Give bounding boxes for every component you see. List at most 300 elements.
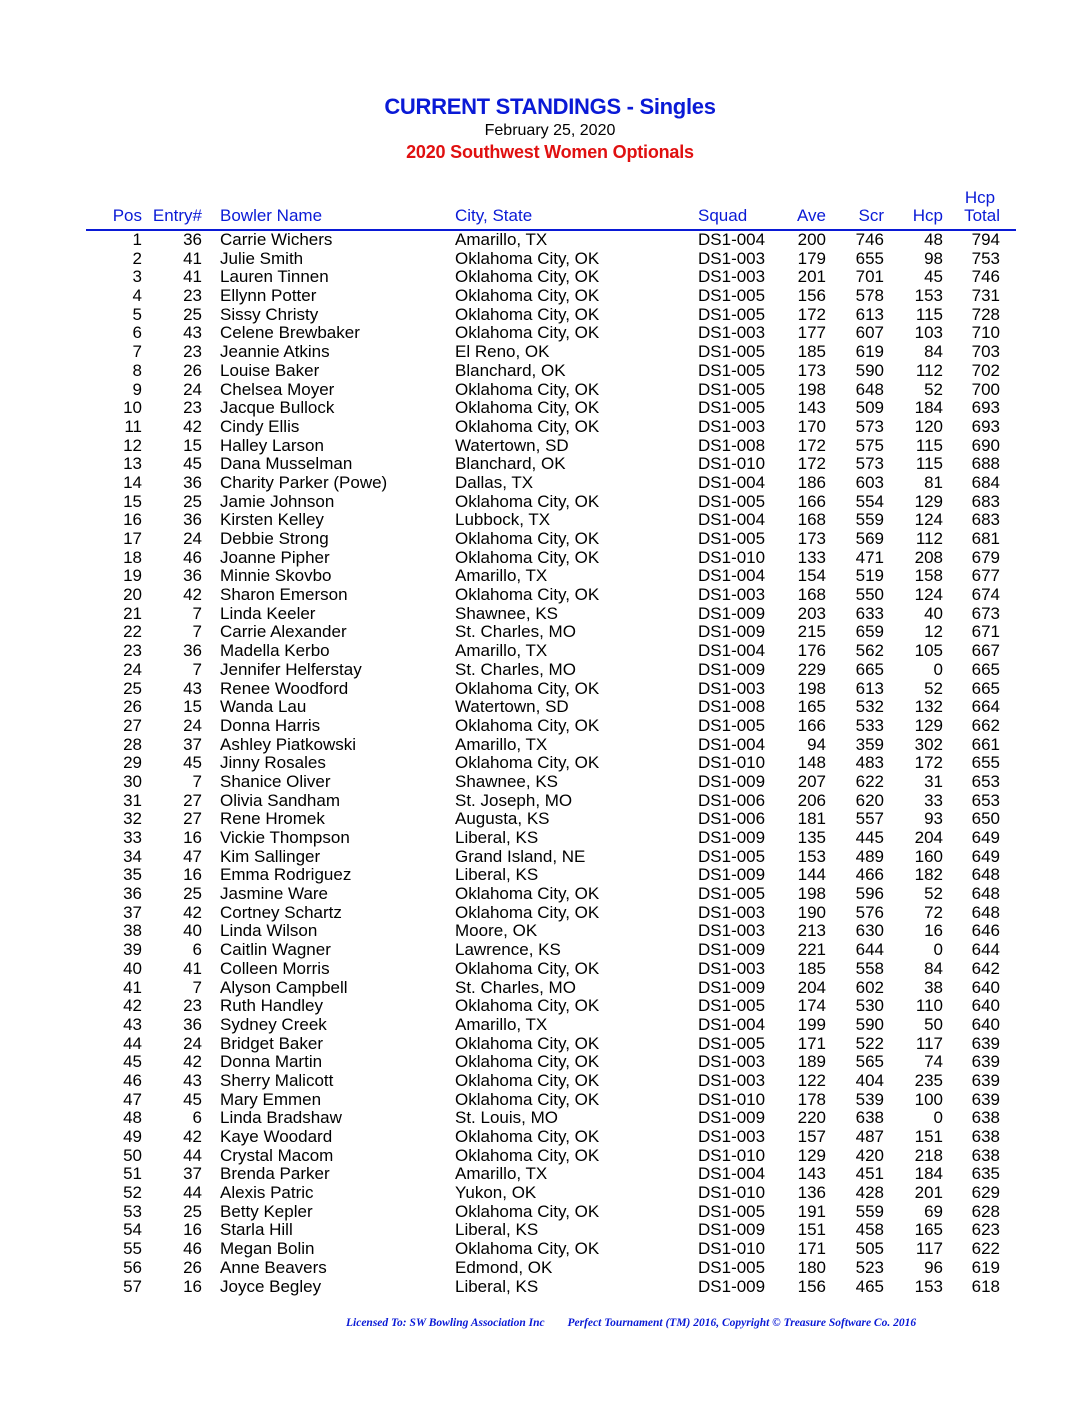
cell-entry: 23 — [183, 996, 202, 1016]
cell-hcp: 0 — [933, 659, 943, 679]
cell-ave: 199 — [797, 1014, 826, 1034]
cell-pos: 21 — [123, 603, 142, 623]
table-row — [0, 268, 1088, 287]
cell-name: Sissy Christy — [220, 304, 319, 324]
cell-ave: 178 — [797, 1089, 826, 1109]
cell-city: Lawrence, KS — [455, 940, 561, 960]
cell-pos: 40 — [123, 958, 142, 978]
cell-squad: DS1-005 — [698, 1257, 766, 1277]
table-row — [0, 567, 1088, 586]
cell-total: 653 — [971, 771, 1000, 791]
cell-ave: 153 — [797, 846, 826, 866]
cell-name: Sherry Malicott — [220, 1070, 334, 1090]
cell-total: 662 — [971, 715, 1000, 735]
cell-entry: 6 — [192, 940, 202, 960]
cell-pos: 38 — [123, 921, 142, 941]
table-row — [0, 1147, 1088, 1166]
cell-entry: 43 — [183, 678, 202, 698]
cell-ave: 143 — [797, 398, 826, 418]
cell-name: Linda Keeler — [220, 603, 316, 623]
cell-ave: 136 — [797, 1183, 826, 1203]
cell-squad: DS1-009 — [698, 659, 766, 679]
cell-pos: 32 — [123, 809, 142, 829]
cell-entry: 43 — [183, 1070, 202, 1090]
cell-scr: 420 — [855, 1145, 884, 1165]
cell-hcp: 124 — [914, 585, 943, 605]
cell-city: Oklahoma City, OK — [455, 491, 600, 511]
cell-pos: 27 — [123, 715, 142, 735]
cell-city: Oklahoma City, OK — [455, 585, 600, 605]
cell-pos: 8 — [132, 360, 142, 380]
cell-pos: 4 — [132, 286, 142, 306]
cell-name: Cindy Ellis — [220, 416, 300, 436]
cell-ave: 168 — [797, 510, 826, 530]
cell-squad: DS1-005 — [698, 846, 766, 866]
cell-name: Cortney Schartz — [220, 902, 342, 922]
cell-entry: 41 — [183, 958, 202, 978]
cell-city: Augusta, KS — [455, 809, 550, 829]
cell-entry: 15 — [183, 697, 202, 717]
cell-name: Carrie Wichers — [220, 230, 333, 249]
cell-hcp: 112 — [915, 360, 943, 380]
cell-name: Jeannie Atkins — [220, 342, 330, 362]
cell-hcp: 124 — [914, 510, 943, 530]
table-row — [0, 904, 1088, 923]
cell-ave: 177 — [797, 323, 826, 343]
cell-name: Donna Martin — [220, 1052, 323, 1072]
cell-name: Colleen Morris — [220, 958, 330, 978]
table-row — [0, 754, 1088, 773]
cell-squad: DS1-009 — [698, 828, 766, 847]
cell-ave: 180 — [797, 1257, 826, 1277]
cell-entry: 27 — [183, 809, 202, 829]
cell-name: Donna Harris — [220, 715, 321, 735]
cell-name: Mary Emmen — [220, 1089, 322, 1109]
cell-squad: DS1-008 — [698, 697, 766, 717]
cell-entry: 45 — [183, 753, 202, 773]
column-header-ave: Ave — [797, 206, 826, 225]
cell-entry: 36 — [183, 472, 202, 492]
footer-license: Licensed To: SW Bowling Association Inc — [346, 1317, 545, 1329]
column-header-hcp: Hcp — [912, 206, 943, 225]
cell-name: Minnie Skovbo — [220, 566, 332, 586]
cell-ave: 172 — [797, 454, 826, 474]
table-row — [0, 1016, 1088, 1035]
cell-scr: 559 — [855, 510, 884, 530]
cell-name: Betty Kepler — [220, 1201, 313, 1221]
cell-entry: 40 — [183, 921, 202, 941]
cell-pos: 46 — [123, 1070, 142, 1090]
cell-scr: 638 — [855, 1108, 884, 1128]
cell-entry: 27 — [183, 790, 202, 810]
cell-pos: 20 — [123, 585, 142, 605]
cell-city: St. Charles, MO — [455, 622, 576, 642]
cell-pos: 53 — [123, 1201, 142, 1221]
table-row — [0, 623, 1088, 642]
cell-city: Watertown, SD — [455, 435, 569, 455]
cell-squad: DS1-003 — [698, 416, 766, 436]
cell-pos: 17 — [123, 529, 142, 548]
cell-total: 649 — [971, 828, 1000, 847]
cell-entry: 46 — [183, 547, 202, 567]
cell-squad: DS1-010 — [698, 547, 766, 567]
table-row — [0, 848, 1088, 867]
cell-scr: 539 — [855, 1089, 884, 1109]
cell-city: Oklahoma City, OK — [455, 248, 600, 268]
cell-total: 794 — [971, 230, 1000, 249]
cell-ave: 122 — [797, 1070, 826, 1090]
table-row — [0, 979, 1088, 998]
cell-total: 677 — [971, 566, 1000, 586]
column-header-total: Total — [964, 206, 1000, 225]
cell-squad: DS1-006 — [698, 809, 766, 829]
cell-entry: 7 — [192, 622, 202, 642]
report-date: February 25, 2020 — [484, 122, 616, 139]
cell-entry: 24 — [183, 715, 202, 735]
cell-pos: 7 — [132, 342, 142, 362]
table-row — [0, 829, 1088, 848]
cell-scr: 445 — [855, 828, 884, 847]
table-row — [0, 586, 1088, 605]
cell-name: Julie Smith — [220, 248, 304, 268]
cell-name: Anne Beavers — [220, 1257, 327, 1277]
standings-table — [0, 231, 1088, 1296]
column-header-city: City, State — [455, 206, 533, 225]
cell-city: Oklahoma City, OK — [455, 286, 600, 306]
column-header-scr: Scr — [858, 206, 884, 225]
table-row — [0, 661, 1088, 680]
table-row — [0, 1035, 1088, 1054]
cell-name: Kirsten Kelley — [220, 510, 324, 530]
cell-city: Blanchard, OK — [455, 360, 566, 380]
cell-hcp: 117 — [915, 1033, 943, 1053]
cell-total: 683 — [971, 510, 1000, 530]
cell-squad: DS1-010 — [698, 1239, 766, 1259]
cell-hcp: 81 — [924, 472, 943, 492]
cell-pos: 39 — [123, 940, 142, 960]
table-row — [0, 736, 1088, 755]
cell-hcp: 50 — [924, 1014, 943, 1034]
cell-hcp: 184 — [914, 1164, 943, 1184]
cell-name: Joyce Begley — [220, 1276, 322, 1296]
cell-ave: 174 — [797, 996, 826, 1016]
table-row — [0, 792, 1088, 811]
cell-total: 622 — [971, 1239, 1000, 1259]
cell-total: 638 — [971, 1127, 1000, 1146]
cell-hcp: 208 — [914, 547, 943, 567]
cell-name: Madella Kerbo — [220, 641, 330, 661]
cell-hcp: 12 — [924, 622, 943, 642]
cell-entry: 41 — [183, 267, 202, 287]
cell-total: 644 — [971, 940, 1000, 960]
cell-city: Grand Island, NE — [455, 846, 586, 866]
cell-total: 710 — [971, 323, 1000, 343]
cell-hcp: 172 — [914, 753, 943, 773]
cell-scr: 603 — [855, 472, 884, 492]
cell-hcp: 129 — [914, 715, 943, 735]
cell-city: Shawnee, KS — [455, 603, 559, 623]
cell-hcp: 117 — [915, 1239, 943, 1259]
cell-pos: 16 — [123, 510, 142, 530]
cell-name: Vickie Thompson — [220, 828, 350, 847]
table-row — [0, 306, 1088, 325]
cell-name: Joanne Pipher — [220, 547, 330, 567]
cell-pos: 57 — [123, 1276, 142, 1296]
cell-ave: 191 — [797, 1201, 826, 1221]
cell-name: Jinny Rosales — [220, 753, 326, 773]
cell-city: St. Charles, MO — [455, 659, 576, 679]
cell-name: Starla Hill — [220, 1220, 293, 1240]
cell-pos: 44 — [123, 1033, 142, 1053]
cell-name: Emma Rodriguez — [220, 865, 352, 885]
cell-pos: 34 — [123, 846, 142, 866]
cell-name: Charity Parker (Powe) — [220, 472, 388, 492]
cell-hcp: 33 — [924, 790, 943, 810]
cell-squad: DS1-005 — [698, 491, 766, 511]
footer-copyright: Perfect Tournament (TM) 2016, Copyright © Treasure Software Co. 2016 — [567, 1317, 917, 1329]
cell-ave: 179 — [797, 248, 826, 268]
cell-total: 679 — [971, 547, 1000, 567]
cell-city: Oklahoma City, OK — [455, 902, 600, 922]
cell-scr: 530 — [855, 996, 884, 1016]
cell-scr: 613 — [855, 678, 884, 698]
table-row — [0, 1203, 1088, 1222]
cell-squad: DS1-009 — [698, 1276, 766, 1296]
cell-scr: 487 — [855, 1127, 884, 1146]
cell-name: Crystal Macom — [220, 1145, 334, 1165]
cell-ave: 166 — [797, 491, 826, 511]
cell-pos: 37 — [123, 902, 142, 922]
cell-entry: 25 — [183, 884, 202, 904]
cell-ave: 204 — [797, 977, 826, 997]
cell-scr: 557 — [855, 809, 884, 829]
table-row — [0, 698, 1088, 717]
cell-total: 623 — [971, 1220, 1000, 1240]
cell-scr: 532 — [855, 697, 884, 717]
cell-city: Oklahoma City, OK — [455, 416, 600, 436]
cell-city: Amarillo, TX — [455, 1164, 548, 1184]
cell-squad: DS1-009 — [698, 977, 766, 997]
cell-hcp: 160 — [914, 846, 943, 866]
cell-hcp: 182 — [914, 865, 943, 885]
cell-ave: 198 — [797, 884, 826, 904]
cell-name: Louise Baker — [220, 360, 320, 380]
cell-scr: 746 — [855, 230, 884, 249]
cell-pos: 56 — [123, 1257, 142, 1277]
cell-scr: 471 — [855, 547, 884, 567]
cell-entry: 7 — [192, 977, 202, 997]
cell-scr: 573 — [855, 416, 884, 436]
cell-squad: DS1-009 — [698, 865, 766, 885]
cell-pos: 19 — [123, 566, 142, 586]
table-row — [0, 605, 1088, 624]
cell-name: Lauren Tinnen — [220, 267, 329, 287]
cell-ave: 220 — [797, 1108, 826, 1128]
cell-city: Yukon, OK — [455, 1183, 537, 1203]
cell-city: Liberal, KS — [455, 865, 539, 885]
cell-name: Sharon Emerson — [220, 585, 348, 605]
cell-scr: 659 — [855, 622, 884, 642]
cell-hcp: 115 — [915, 304, 943, 324]
cell-pos: 22 — [123, 622, 142, 642]
report-title: CURRENT STANDINGS - Singles — [384, 94, 716, 119]
cell-hcp: 165 — [914, 1220, 943, 1240]
cell-ave: 129 — [797, 1145, 826, 1165]
cell-ave: 154 — [797, 566, 826, 586]
cell-entry: 42 — [183, 902, 202, 922]
cell-total: 642 — [971, 958, 1000, 978]
cell-ave: 221 — [797, 940, 826, 960]
cell-squad: DS1-004 — [698, 472, 766, 492]
cell-total: 640 — [971, 996, 1000, 1016]
cell-total: 665 — [971, 659, 1000, 679]
cell-entry: 47 — [183, 846, 202, 866]
table-row — [0, 250, 1088, 269]
cell-squad: DS1-005 — [698, 304, 766, 324]
cell-hcp: 84 — [924, 958, 943, 978]
table-row — [0, 1053, 1088, 1072]
cell-name: Kim Sallinger — [220, 846, 321, 866]
footer — [346, 1317, 936, 1329]
cell-city: St. Charles, MO — [455, 977, 576, 997]
table-row — [0, 343, 1088, 362]
cell-scr: 458 — [855, 1220, 884, 1240]
cell-hcp: 153 — [914, 1276, 943, 1296]
cell-hcp: 98 — [924, 248, 943, 268]
cell-entry: 44 — [183, 1183, 202, 1203]
cell-total: 638 — [971, 1108, 1000, 1128]
cell-ave: 148 — [797, 753, 826, 773]
cell-scr: 522 — [855, 1033, 884, 1053]
cell-total: 639 — [971, 1033, 1000, 1053]
cell-scr: 509 — [855, 398, 884, 418]
cell-total: 653 — [971, 790, 1000, 810]
cell-hcp: 52 — [924, 884, 943, 904]
cell-ave: 173 — [797, 360, 826, 380]
cell-name: Renee Woodford — [220, 678, 349, 698]
cell-total: 688 — [971, 454, 1000, 474]
cell-entry: 44 — [183, 1145, 202, 1165]
cell-pos: 24 — [123, 659, 142, 679]
cell-hcp: 201 — [914, 1183, 943, 1203]
cell-pos: 50 — [123, 1145, 142, 1165]
cell-ave: 143 — [797, 1164, 826, 1184]
cell-pos: 35 — [123, 865, 142, 885]
cell-scr: 590 — [855, 1014, 884, 1034]
table-row — [0, 287, 1088, 306]
cell-ave: 171 — [797, 1033, 826, 1053]
cell-entry: 25 — [183, 491, 202, 511]
cell-pos: 9 — [132, 379, 142, 399]
cell-city: Amarillo, TX — [455, 641, 548, 661]
cell-scr: 602 — [855, 977, 884, 997]
cell-scr: 489 — [855, 846, 884, 866]
cell-name: Jasmine Ware — [220, 884, 329, 904]
cell-pos: 49 — [123, 1127, 142, 1146]
cell-squad: DS1-004 — [698, 734, 766, 754]
table-row — [0, 997, 1088, 1016]
cell-squad: DS1-003 — [698, 323, 766, 343]
cell-scr: 578 — [855, 286, 884, 306]
table-row — [0, 437, 1088, 456]
cell-total: 640 — [971, 1014, 1000, 1034]
cell-hcp: 74 — [924, 1052, 943, 1072]
cell-scr: 562 — [855, 641, 884, 661]
cell-pos: 2 — [132, 248, 142, 268]
cell-name: Jamie Johnson — [220, 491, 335, 511]
cell-total: 664 — [971, 697, 1000, 717]
cell-hcp: 38 — [924, 977, 943, 997]
cell-squad: DS1-009 — [698, 1108, 766, 1128]
cell-squad: DS1-010 — [698, 1183, 766, 1203]
cell-city: Oklahoma City, OK — [455, 1145, 600, 1165]
cell-entry: 42 — [183, 1052, 202, 1072]
cell-squad: DS1-004 — [698, 510, 766, 530]
cell-hcp: 40 — [924, 603, 943, 623]
table-row — [0, 418, 1088, 437]
event-name: 2020 Southwest Women Optionals — [406, 142, 694, 162]
cell-ave: 215 — [797, 622, 826, 642]
cell-entry: 37 — [183, 734, 202, 754]
cell-squad: DS1-004 — [698, 641, 766, 661]
table-row — [0, 511, 1088, 530]
cell-scr: 590 — [855, 360, 884, 380]
cell-pos: 30 — [123, 771, 142, 791]
cell-name: Wanda Lau — [220, 697, 307, 717]
cell-total: 728 — [971, 304, 1000, 324]
cell-total: 700 — [971, 379, 1000, 399]
cell-city: Shawnee, KS — [455, 771, 559, 791]
cell-squad: DS1-003 — [698, 1052, 766, 1072]
cell-total: 638 — [971, 1145, 1000, 1165]
table-row — [0, 922, 1088, 941]
cell-city: Liberal, KS — [455, 828, 539, 847]
cell-scr: 466 — [855, 865, 884, 885]
cell-scr: 404 — [855, 1070, 884, 1090]
cell-total: 639 — [971, 1089, 1000, 1109]
cell-city: Moore, OK — [455, 921, 538, 941]
cell-entry: 6 — [192, 1108, 202, 1128]
cell-entry: 36 — [183, 510, 202, 530]
cell-city: Oklahoma City, OK — [455, 323, 600, 343]
cell-squad: DS1-004 — [698, 1014, 766, 1034]
cell-scr: 633 — [855, 603, 884, 623]
cell-name: Debbie Strong — [220, 529, 329, 548]
table-row — [0, 455, 1088, 474]
cell-total: 681 — [971, 529, 1000, 548]
cell-name: Carrie Alexander — [220, 622, 347, 642]
cell-ave: 185 — [797, 342, 826, 362]
table-row — [0, 1109, 1088, 1128]
cell-entry: 23 — [183, 286, 202, 306]
cell-name: Halley Larson — [220, 435, 324, 455]
cell-hcp: 235 — [914, 1070, 943, 1090]
cell-scr: 648 — [855, 379, 884, 399]
table-row — [0, 1184, 1088, 1203]
cell-scr: 701 — [855, 267, 884, 287]
cell-city: Blanchard, OK — [455, 454, 566, 474]
cell-squad: DS1-009 — [698, 771, 766, 791]
cell-squad: DS1-005 — [698, 379, 766, 399]
cell-total: 674 — [971, 585, 1000, 605]
cell-total: 649 — [971, 846, 1000, 866]
table-row — [0, 1091, 1088, 1110]
cell-pos: 18 — [123, 547, 142, 567]
cell-scr: 569 — [855, 529, 884, 548]
cell-squad: DS1-005 — [698, 529, 766, 548]
table-row — [0, 1278, 1088, 1297]
cell-hcp: 96 — [924, 1257, 943, 1277]
